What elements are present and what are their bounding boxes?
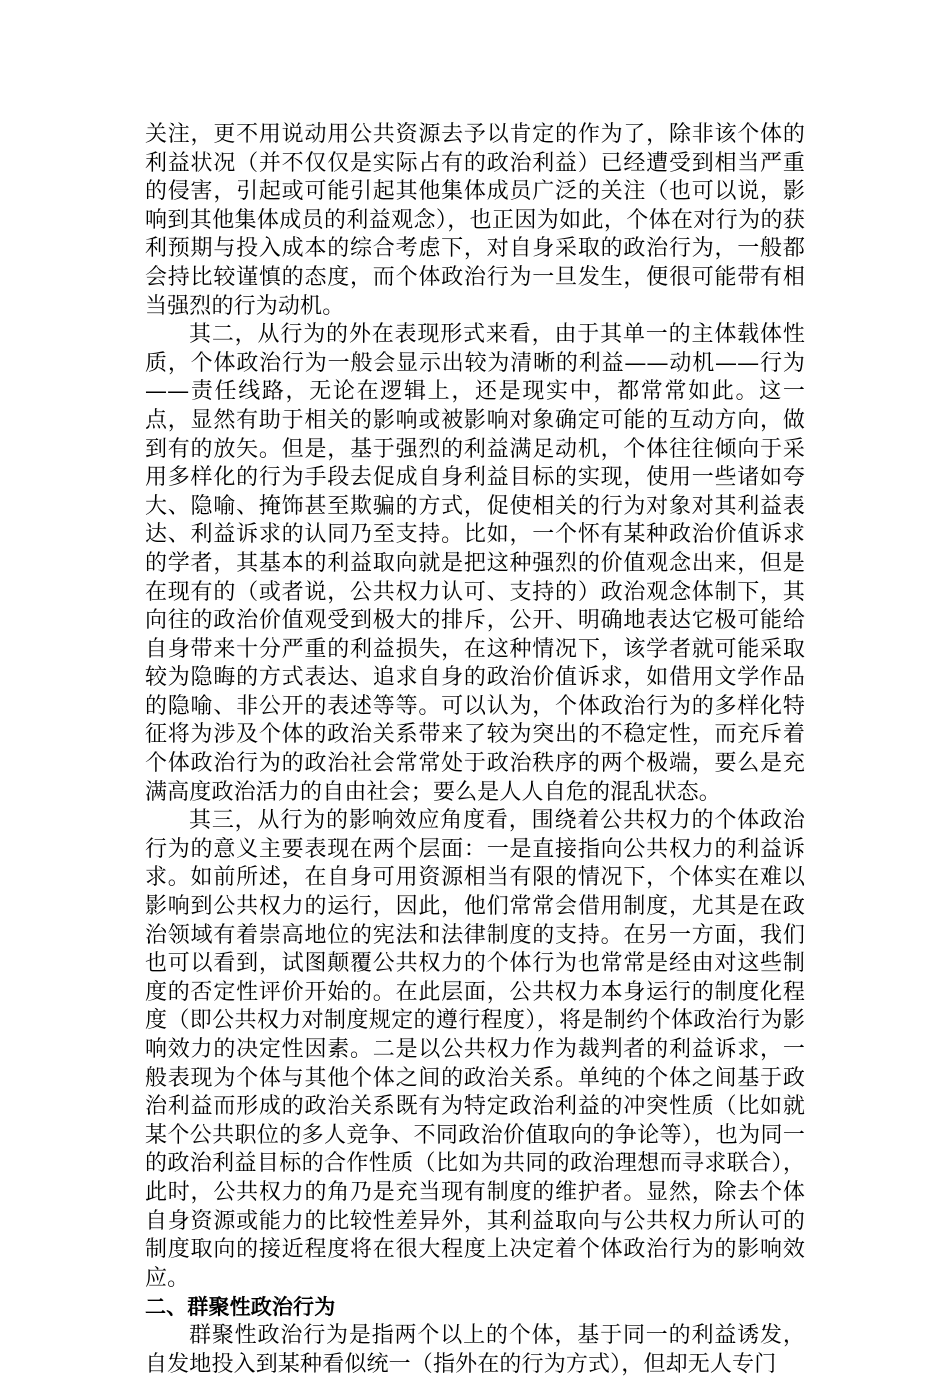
body-paragraph-continued: 关注，更不用说动用公共资源去予以肯定的作为了，除非该个体的利益状况（并不仅仅是实际占有的政治利益）已经遭受到相当严重的侵害，引起或可能引起其他集体成员广泛的关注（也可以说，影响到其他集体成员的利益观念），也正因为如此，个体在对行为的获利预期与投入成本的综合考虑下，对自身采取的政治行为，一般都会持比较谨慎的态度，而个体政治行为一旦发生，便很可能带有相当强烈的行为动机。 — [145, 122, 805, 319]
body-paragraph-third-point: 其三，从行为的影响效应角度看，围绕着公共权力的个体政治行为的意义主要表现在两个层面：一是直接指向公共权力的利益诉求。如前所述，在自身可用资源相当有限的情况下，个体实在难以影响到公共权力的运行，因此，他们常常会借用制度，尤其是在政治领域有着崇高地位的宪法和法律制度的支持。在另一方面，我们也可以看到，试图颠覆公共权力的个体行为也常常是经由对这些制度的否定性评价开始的。在此层面，公共权力本身运行的制度化程度（即公共权力对制度规定的遵行程度），将是制约个体政治行为影响效力的决定性因素。二是以公共权力作为裁判者的利益诉求，一般表现为个体与其他个体之间的政治关系。单纯的个体之间基于政治利益而形成的政治关系既有为特定政治利益的冲突性质（比如就某个公共职位的多人竞争、不同政治价值取向的争论等），也为同一的政治利益目标的合作性质（比如为共同的政治理想而寻求联合），此时，公共权力的角乃是充当现有制度的维护者。显然，除去个体自身资源或能力的比较性差异外，其利益取向与公共权力所认可的制度取向的接近程度将在很大程度上决定着个体政治行为的影响效应。 — [145, 808, 805, 1291]
document-page — [145, 121, 805, 1379]
section-heading: 二、群聚性政治行为 — [145, 1295, 336, 1320]
section-intro-paragraph: 群聚性政治行为是指两个以上的个体，基于同一的利益诱发，自发地投入到某种看似统一（指外在的行为方式），但却无人专门 — [145, 1322, 805, 1377]
body-paragraph-second-point: 其二，从行为的外在表现形式来看，由于其单一的主体载体性质，个体政治行为一般会显示出较为清晰的利益——动机——行为——责任线路，无论在逻辑上，还是现实中，都常常如此。这一点，显然有助于相关的影响或被影响对象确定可能的互动方向，做到有的放矢。但是，基于强烈的利益满足动机，个体往往倾向于采用多样化的行为手段去促成自身利益目标的实现，使用一些诸如夸大、隐喻、掩饰甚至欺骗的方式，促使相关的行为对象对其利益表达、利益诉求的认同乃至支持。比如，一个怀有某种政治价值诉求的学者，其基本的利益取向就是把这种强烈的价值观念出来，但是在现有的（或者说，公共权力认可、支持的）政治观念体制下，其向往的政治价值观受到极大的排斥，公开、明确地表达它极可能给自身带来十分严重的利益损失，在这种情况下，该学者就可能采取较为隐晦的方式表达、追求自身的政治价值诉求，如借用文学作品的隐喻、非公开的表述等等。可以认为，个体政治行为的多样化特征将为涉及个体的政治关系带来了较为突出的不稳定性，而充斥着个体政治行为的政治社会常常处于政治秩序的两个极端，要么是充满高度政治活力的自由社会；要么是人人自危的混乱状态。 — [145, 322, 805, 805]
